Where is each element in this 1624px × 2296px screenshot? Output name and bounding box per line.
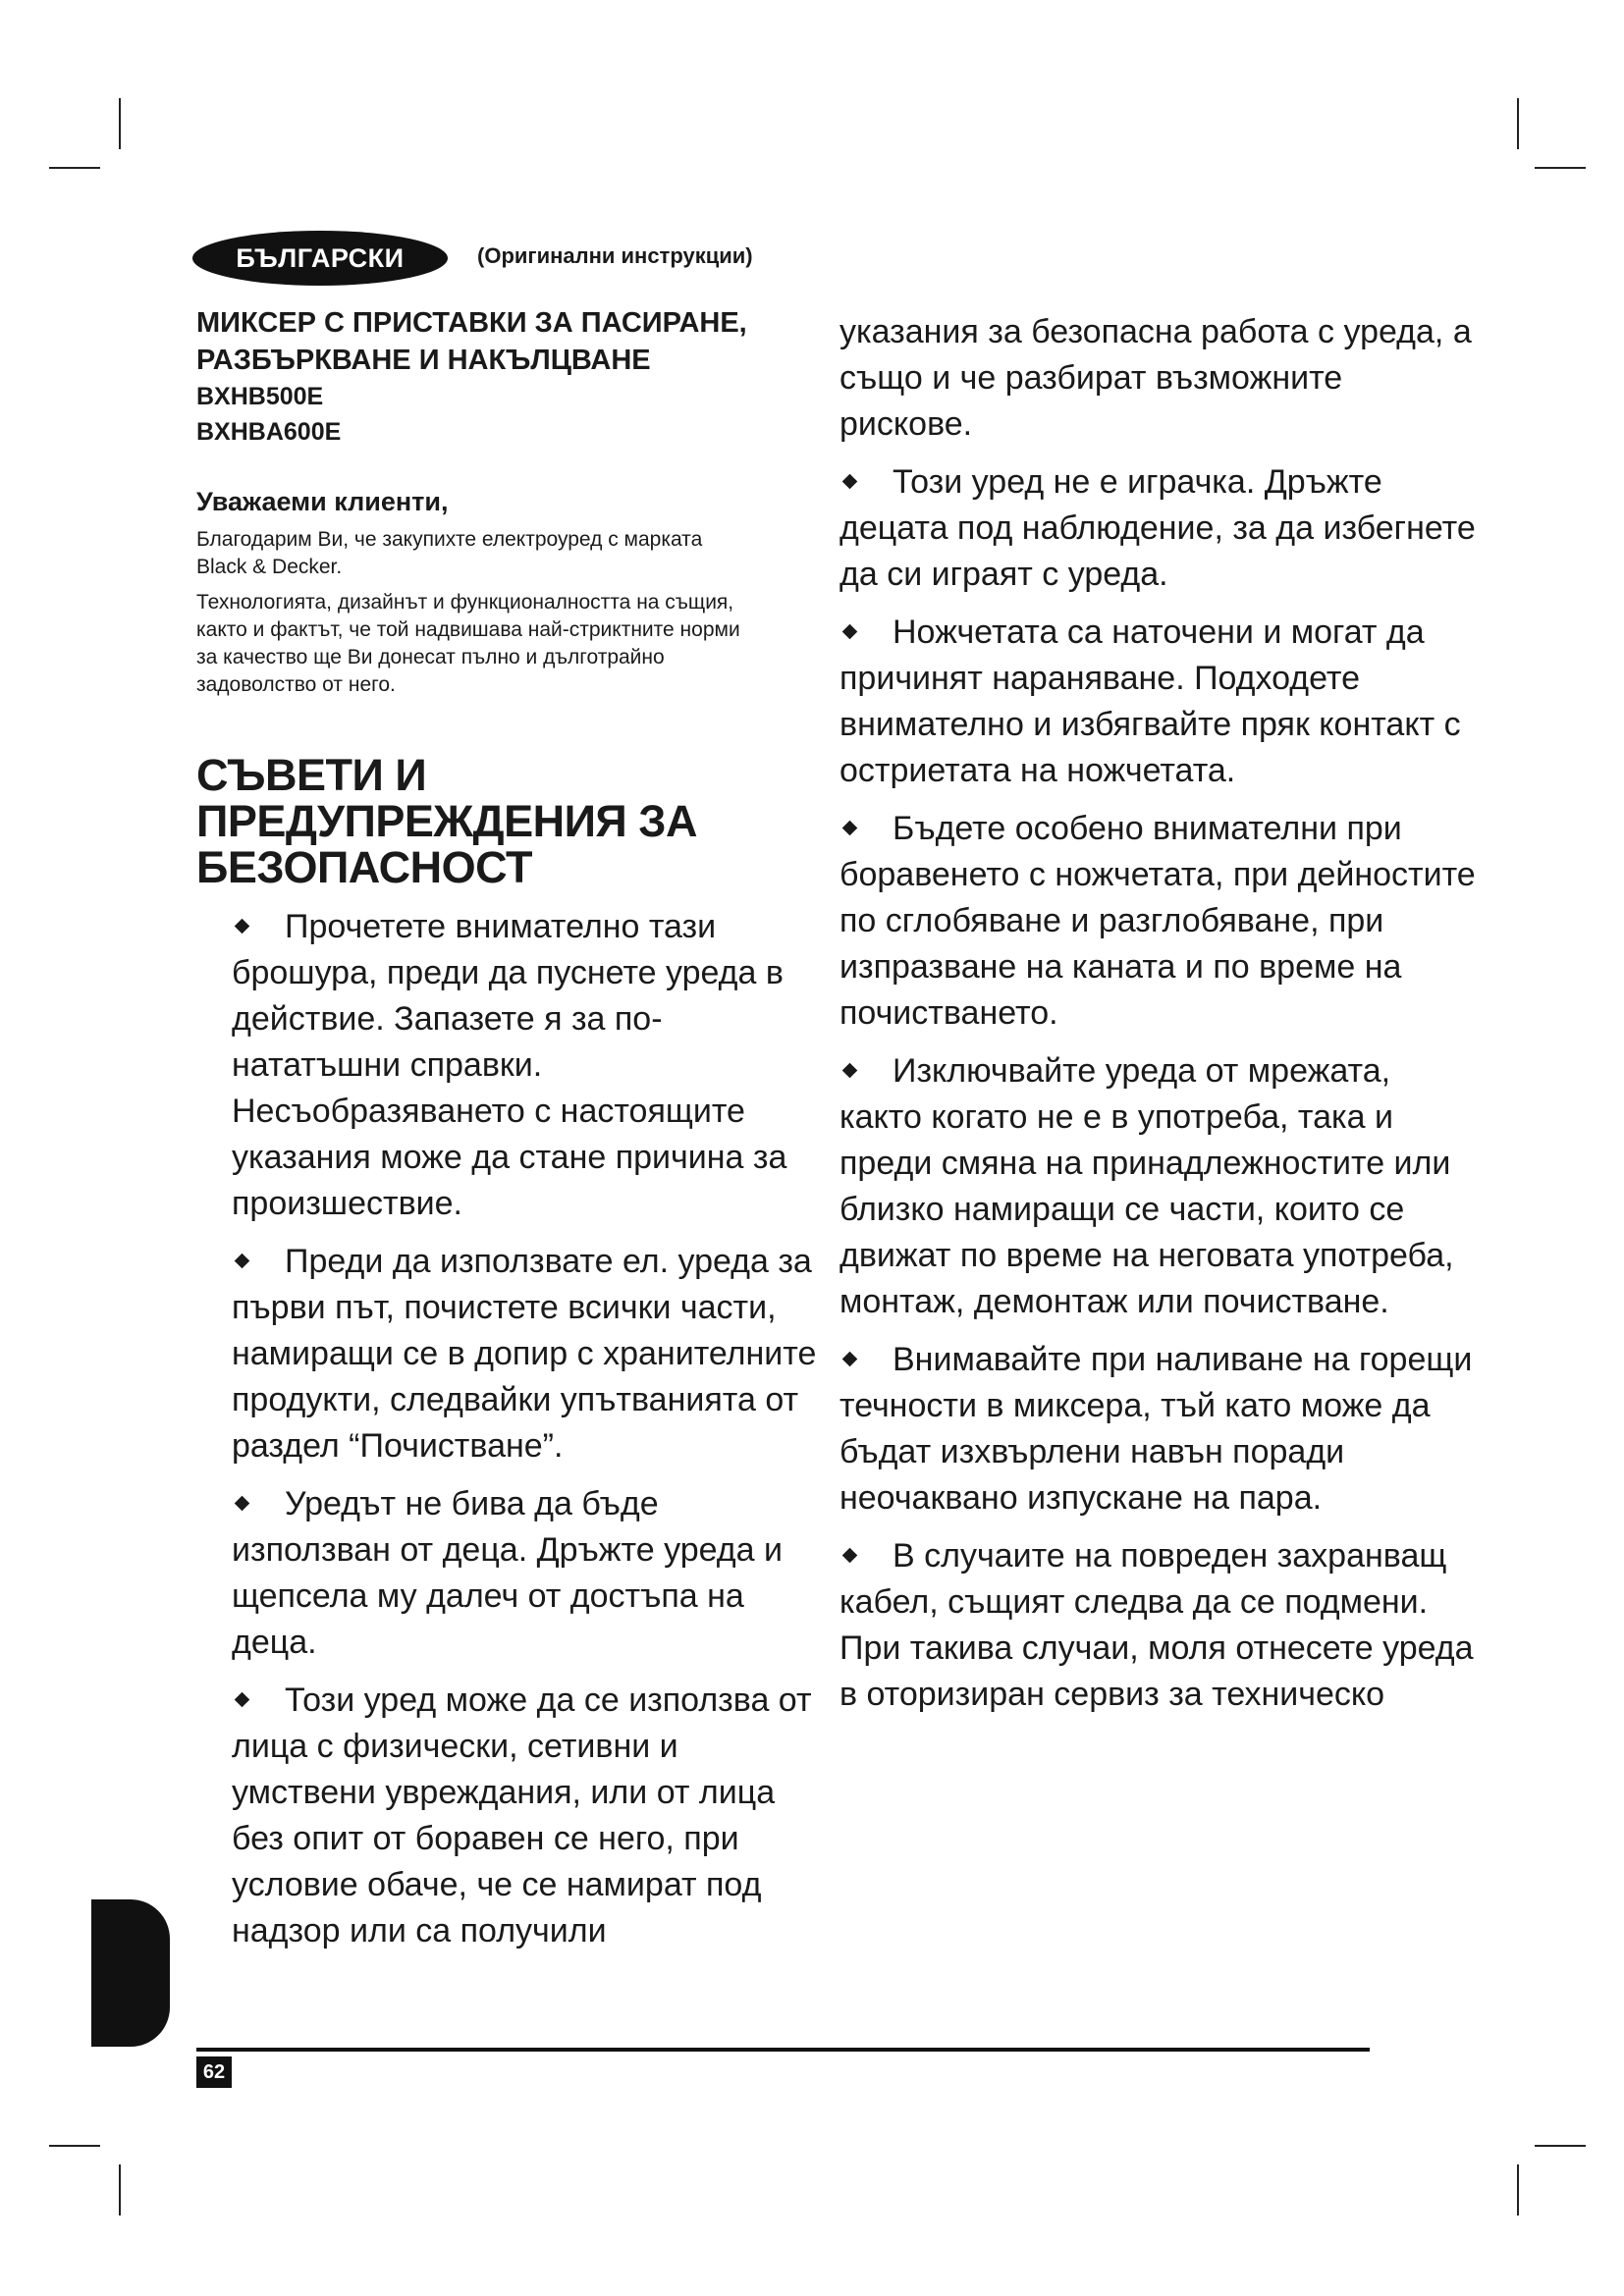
diamond-bullet-icon: [842, 1062, 858, 1078]
language-label: БЪЛГАРСКИ: [236, 242, 405, 273]
crop-mark-bottom-left-v: [119, 2164, 121, 2216]
safety-bullet: [232, 1239, 821, 1469]
safety-bullet: [839, 1048, 1478, 1325]
bullet-text: Изключвайте уреда от мрежата, както когато не е в употреба, така и преди смяна на принадлежностите или близко намиращи се части, които се движат по време на неговата употреба, монтаж, демонтаж или почистване.: [839, 1052, 1454, 1320]
bullet-text: Ножчетата са наточени и могат да причинят нараняване. Подходете внимателно и избягвайте пряк контакт с остриетата на ножчетата.: [839, 614, 1461, 789]
crop-mark-bottom-left-h: [49, 2145, 100, 2147]
bullet-text: В случаите на повреден захранващ кабел, същият следва да се подмени. При такива случаи, моля отнесете уреда в оторизиран сервиз за техническо: [839, 1537, 1474, 1713]
safety-bullet: [232, 1481, 821, 1666]
bullet-text: Внимавайте при наливане на горещи течности в миксера, тъй като може да бъдат изхвърлени навън поради неочаквано изпускане на пара.: [839, 1341, 1473, 1517]
bullet-text: Преди да използвате ел. уреда за първи път, почистете всички части, намиращи се в допир с хранителните продукти, следвайки упътванията от раздел “Почистване”.: [232, 1243, 817, 1465]
product-title-line-1: МИКСЕР С ПРИСТАВКИ ЗА ПАСИРАНЕ,: [196, 307, 747, 339]
model-number-2: BXHBA600E: [196, 418, 342, 446]
footer-rule: [196, 2048, 1370, 2052]
safety-bullet: [232, 904, 821, 1227]
model-number-1: BXHB500E: [196, 383, 324, 410]
continued-text: указания за безопасна работа с уреда, а също и че разбират възможните рискове.: [839, 313, 1472, 443]
crop-mark-top-right-v: [1517, 98, 1519, 149]
page-number-label: 62: [202, 2060, 226, 2083]
crop-mark-bottom-right-v: [1517, 2164, 1519, 2216]
crop-mark-top-left-h: [49, 167, 100, 169]
bullet-text: Уредът не бива да бъде използван от деца. Дръжте уреда и щепсела му далеч от достъпа на деца.: [232, 1485, 783, 1661]
safety-bullet: [839, 1337, 1478, 1522]
safety-heading: СЪВЕТИ И ПРЕДУПРЕЖДЕНИЯ ЗА БЕЗОПАСНОСТ: [196, 750, 697, 892]
diamond-bullet-icon: [235, 918, 250, 934]
bullet-text: Прочетете внимателно тази брошура, преди да пуснете уреда в действие. Запазете я за по-нататъшни справки. Несъобразяването с настоящите указания може да стане причина за произшествие.: [232, 908, 787, 1222]
diamond-bullet-icon: [842, 1351, 858, 1366]
diamond-bullet-icon: [842, 623, 858, 639]
diamond-bullet-icon: [235, 1495, 250, 1511]
safety-bullet: [839, 806, 1478, 1037]
diamond-bullet-icon: [842, 820, 858, 835]
crop-mark-top-left-v: [119, 98, 121, 149]
diamond-bullet-icon: [235, 1253, 250, 1268]
greeting: Уважаеми клиенти,: [196, 487, 449, 516]
safety-bullet: [839, 610, 1478, 794]
diamond-bullet-icon: [842, 473, 858, 489]
diamond-bullet-icon: [842, 1547, 858, 1563]
original-instructions-note: (Оригинални инструкции): [477, 243, 753, 268]
intro-paragraph-1: Благодарим Ви, че закупихте електроуред с марката Black & Decker.: [196, 528, 703, 578]
safety-bullet: [839, 1533, 1478, 1718]
page-number: [196, 2056, 232, 2088]
intro-paragraph-2: Технологията, дизайнът и функционалността на същия, както и фактът, че той надвишава най-стриктните норми за качество ще Ви донесат пълно и дълготрайно задоволство от него.: [196, 591, 740, 696]
product-title-line-2: РАЗБЪРКВАНЕ И НАКЪЛЦВАНЕ: [196, 345, 651, 376]
crop-mark-bottom-right-h: [1535, 2145, 1586, 2147]
right-column: [839, 309, 1478, 1730]
left-column: [196, 304, 817, 1966]
safety-bullet: [839, 459, 1478, 598]
language-section-tab: [91, 1899, 170, 2047]
bullet-text: Този уред не е играчка. Дръжте децата под наблюдение, за да избегнете да си играят с уреда.: [839, 463, 1476, 593]
bullet-text: Този уред може да се използва от лица с физически, сетивни и умствени увреждания, или от лица без опит от боравен се него, при условие обаче, че се намират под надзор или са получили: [232, 1682, 812, 1949]
bullet-text: Бъдете особено внимателни при боравенето с ножчетата, при дейностите по сглобяване и разглобяване, при изпразване на каната и по време на почистването.: [839, 810, 1476, 1032]
crop-mark-top-right-h: [1535, 167, 1586, 169]
safety-bullet: [232, 1678, 821, 1954]
diamond-bullet-icon: [235, 1691, 250, 1707]
language-badge: [192, 231, 448, 286]
